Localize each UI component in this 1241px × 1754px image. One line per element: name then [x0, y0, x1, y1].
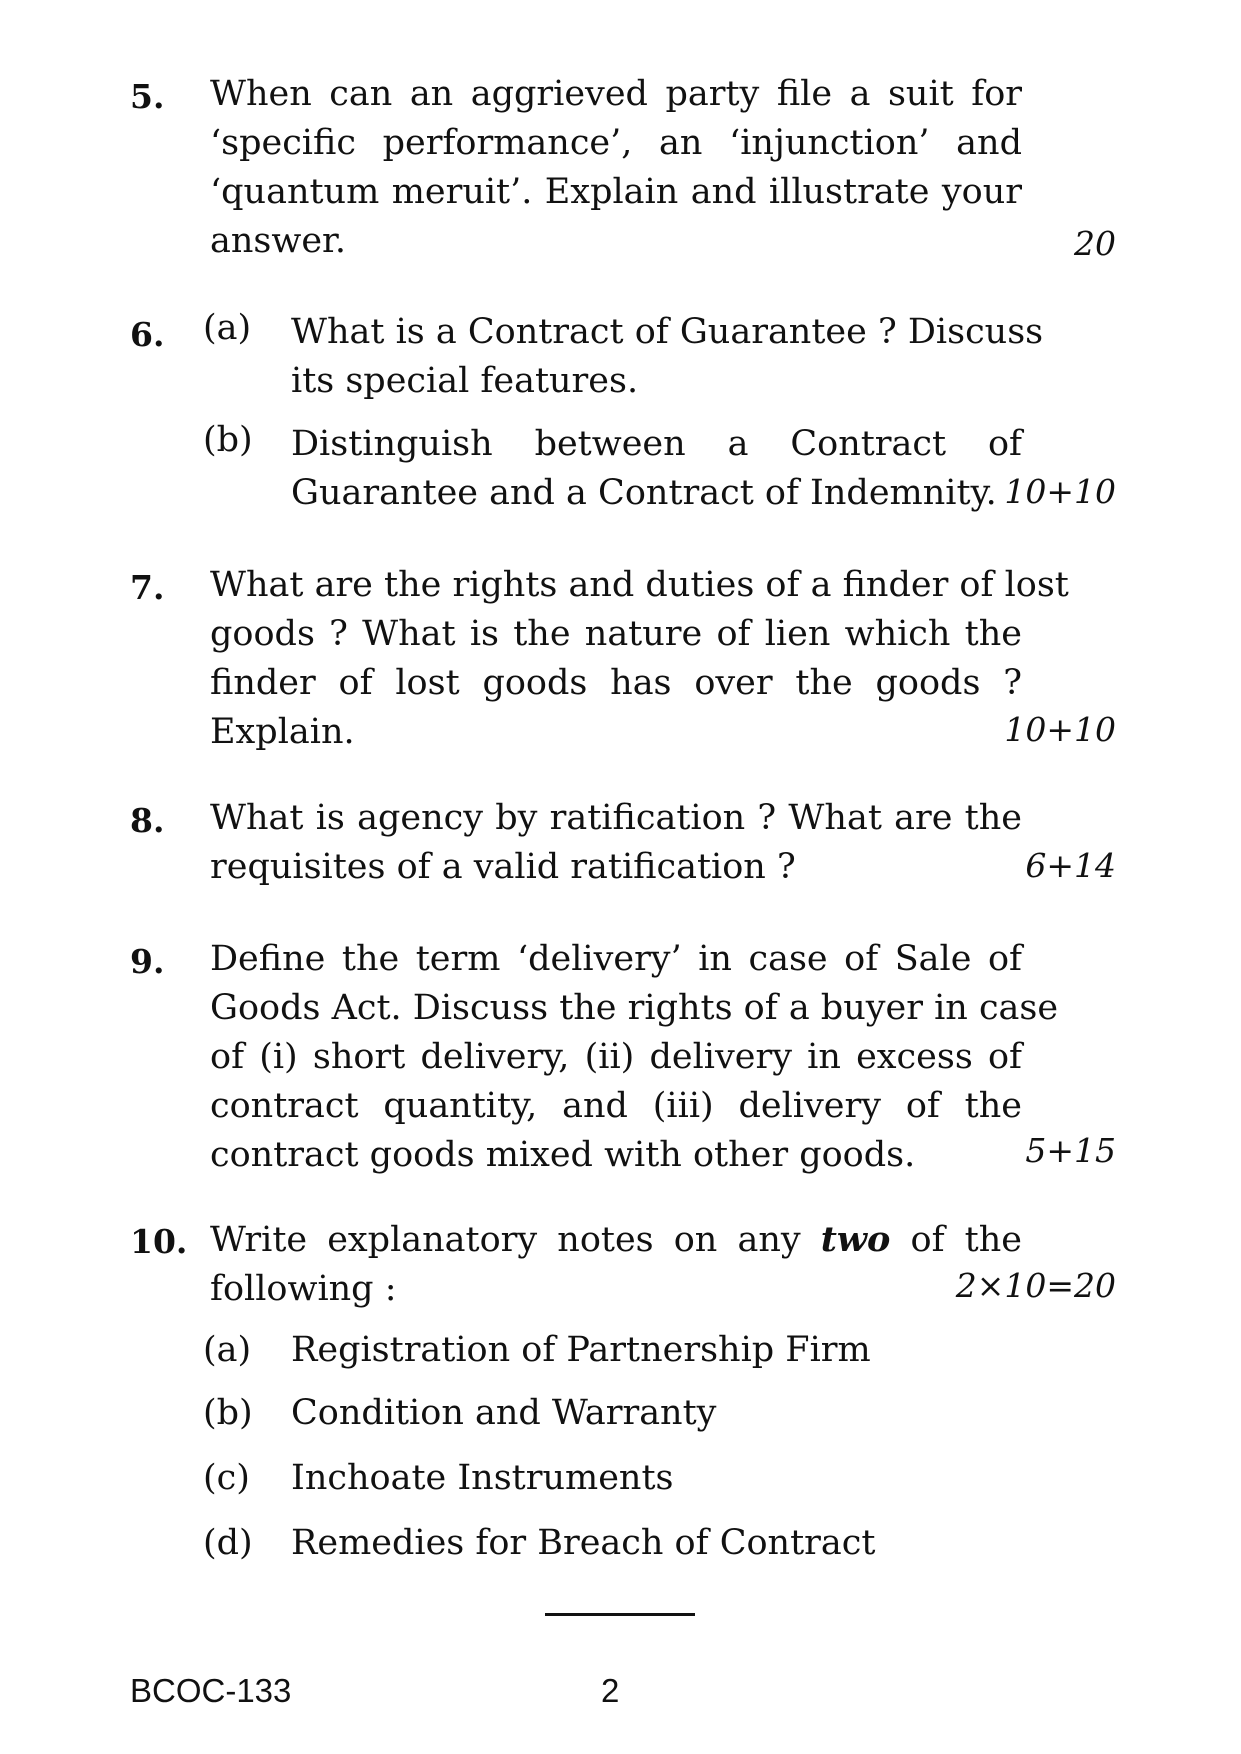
text-line: answer. — [210, 221, 347, 261]
emphasis-text: two — [820, 1219, 891, 1260]
option-label: (b) — [203, 1393, 253, 1433]
question-text — [210, 1215, 1022, 1314]
text-line: requisites of a valid ratification ? — [210, 847, 796, 887]
sub-label: (b) — [203, 420, 253, 460]
course-code: BCOC-133 — [130, 1672, 292, 1709]
end-rule — [545, 1613, 695, 1616]
sub-question-a — [291, 308, 1044, 406]
option-text: Condition and Warranty — [291, 1393, 717, 1433]
text-line: What are the rights and duties of a finder of lost — [210, 565, 1069, 605]
text-line: What is agency by ratification ? What are the — [210, 798, 1022, 838]
text-segment: Write explanatory notes on any — [210, 1220, 801, 1260]
page-number: 2 — [601, 1672, 620, 1709]
option-label: (c) — [203, 1458, 250, 1498]
text-line: goods ? What is the nature of lien which the — [210, 614, 1022, 654]
text-line: contract quantity, and (iii) delivery of the — [210, 1086, 1022, 1126]
sub-question-b — [291, 420, 1022, 518]
question-number: 7. — [130, 568, 165, 607]
question-text — [210, 70, 1022, 266]
marks: 10+10 — [1004, 710, 1116, 749]
text-line: its special features. — [291, 361, 639, 401]
text-line: Distinguish between a Contract of — [291, 424, 1022, 464]
question-text — [210, 794, 1022, 892]
text-line: Define the term ‘delivery’ in case of Sale of — [210, 939, 1022, 979]
question-number: 9. — [130, 942, 165, 981]
text-line: contract goods mixed with other goods. — [210, 1135, 916, 1175]
text-line: ‘specific performance’, an ‘injunction’ and — [210, 123, 1022, 163]
marks: 5+15 — [1025, 1131, 1116, 1170]
option-label: (a) — [203, 1330, 252, 1370]
option-text: Registration of Partnership Firm — [291, 1330, 871, 1370]
text-line: of (i) short delivery, (ii) delivery in excess of — [210, 1037, 1022, 1077]
question-number: 10. — [130, 1222, 188, 1261]
text-segment: of the — [910, 1220, 1022, 1260]
question-number: 6. — [130, 315, 165, 354]
question-number: 8. — [130, 801, 165, 840]
text-line: finder of lost goods has over the goods ? — [210, 663, 1022, 703]
marks: 10+10 — [1004, 472, 1116, 511]
option-label: (d) — [203, 1523, 253, 1563]
text-line: following : — [210, 1269, 397, 1309]
question-number: 5. — [130, 77, 165, 116]
text-line: Explain. — [210, 712, 355, 752]
text-line: Goods Act. Discuss the rights of a buyer in case — [210, 988, 1059, 1028]
marks: 6+14 — [1025, 846, 1116, 885]
text-line — [210, 1215, 1022, 1265]
marks: 2×10=20 — [955, 1266, 1116, 1305]
marks: 20 — [1074, 224, 1116, 263]
option-text: Remedies for Breach of Contract — [291, 1523, 876, 1563]
text-line: ‘quantum meruit’. Explain and illustrate your — [210, 172, 1022, 212]
text-line: When can an aggrieved party file a suit for — [210, 74, 1022, 114]
option-text: Inchoate Instruments — [291, 1458, 674, 1498]
text-line: Guarantee and a Contract of Indemnity. — [291, 473, 997, 513]
question-text — [210, 935, 1059, 1180]
text-line: What is a Contract of Guarantee ? Discuss — [291, 312, 1044, 352]
sub-label: (a) — [203, 308, 252, 348]
